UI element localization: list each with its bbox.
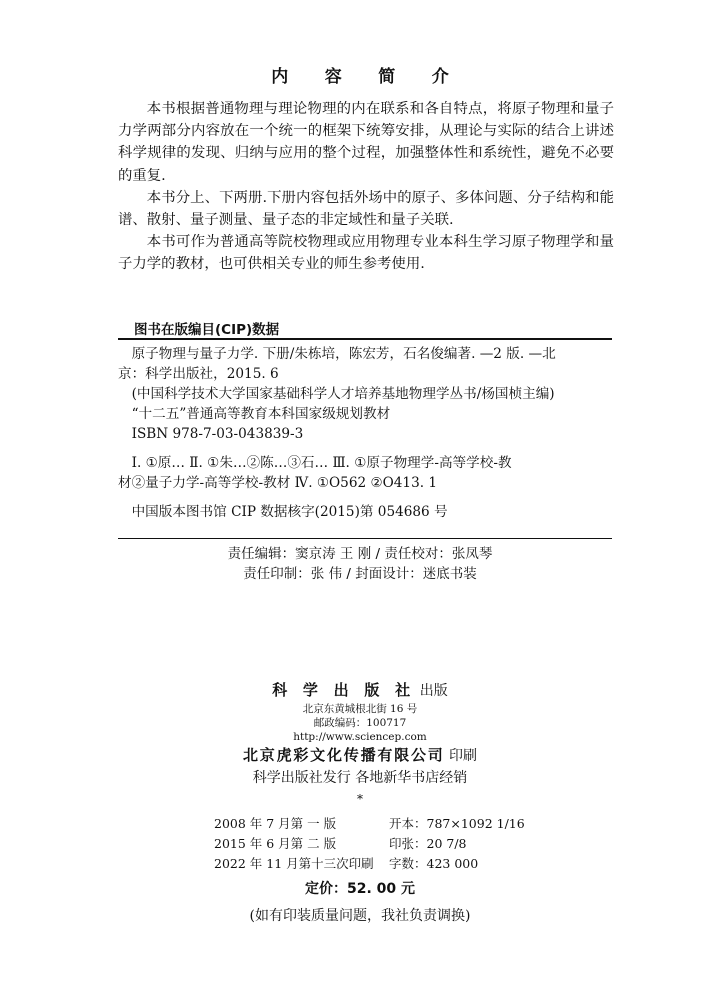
quality-notice: (如有印装质量问题，我社负责调换) xyxy=(249,908,471,924)
publisher-url: http://www.sciencep.com xyxy=(293,731,427,743)
cip-isbn: ISBN 978-7-03-043839-3 xyxy=(131,426,304,442)
edition-info: 2022 年 11 月第十三次印刷 xyxy=(214,856,374,871)
distribution-line: 科学出版社发行 各地新华书店经销 xyxy=(252,770,468,786)
publisher-address: 北京东黄城根北街 16 号 xyxy=(302,703,418,715)
cip-line: “十二五”普通高等教育本科国家级规划教材 xyxy=(131,406,391,422)
intro-paragraph: 本书分上、下两册.下册内容包括外场中的原子、多体问题、分子结构和能谱、散射、量子测量、量子态的非定域性和量子关联. xyxy=(118,189,614,229)
printing-row xyxy=(214,854,554,874)
publisher-suffix: 出版 xyxy=(419,683,448,699)
cip-line: (中国科学技术大学国家基础科学人才培养基地物理学丛书/杨国桢主编) xyxy=(131,386,555,402)
editorial-credits xyxy=(0,544,720,584)
printer-line xyxy=(0,744,720,767)
cip-data-block xyxy=(118,344,612,522)
credits-line: 责任印制：张 伟 / 封面设计：迷底书装 xyxy=(243,566,477,582)
separator-star: * xyxy=(357,792,363,806)
intro-title: 内 容 简 介 xyxy=(271,67,465,87)
printer-name: 北京虎彩文化传播有限公司 xyxy=(242,746,445,764)
credits-line: 责任编辑：窦京涛 王 刚 / 责任校对：张凤琴 xyxy=(227,546,493,562)
printing-row xyxy=(214,834,554,854)
edition-info: 2008 年 7 月第 一 版 xyxy=(214,816,337,831)
printer-suffix: 印刷 xyxy=(449,748,478,764)
spacer xyxy=(118,444,612,453)
publisher-postcode: 邮政编码：100717 xyxy=(313,717,407,729)
intro-paragraph: 本书可作为普通高等院校物理或应用物理专业本科生学习原子物理学和量子力学的教材，也可供相关专业的师生参考使用. xyxy=(118,234,614,273)
cip-line: 京：科学出版社，2015. 6 xyxy=(118,366,279,382)
intro-paragraph: 本书根据普通物理与理论物理的内在联系和各自特点，将原子物理和量子力学两部分内容放在一个统一的框架下统筹安排，从理论与实际的结合上讲述科学规律的发现、归纳与应用的整个过程，加强整体性和系统性，避免不必要的重复. xyxy=(118,101,614,184)
printing-info xyxy=(214,814,554,874)
printing-row xyxy=(214,814,554,834)
publisher-block xyxy=(0,679,720,807)
spacer xyxy=(118,493,612,502)
cip-heading: 图书在版编目(CIP)数据 xyxy=(134,322,280,338)
publisher-name: 科 学 出 版 社 xyxy=(272,681,416,699)
edition-info: 2015 年 6 月第 二 版 xyxy=(214,836,337,851)
intro-text xyxy=(118,98,614,276)
spec-info: 字数：423 000 xyxy=(389,856,479,871)
cip-line: 原子物理与量子力学. 下册/朱栋培，陈宏芳，石名俊编著. —2 版. —北 xyxy=(131,346,556,362)
spec-info: 印张：20 7/8 xyxy=(389,836,467,851)
cip-top-rule xyxy=(118,338,612,340)
cip-record-number: 中国版本图书馆 CIP 数据核字(2015)第 054686 号 xyxy=(131,504,448,520)
cip-bottom-rule xyxy=(118,538,612,539)
spec-info: 开本：787×1092 1/16 xyxy=(389,816,525,831)
publisher-line xyxy=(0,679,720,702)
cip-class-line: Ⅰ. ①原… Ⅱ. ①朱…②陈…③石… Ⅲ. ①原子物理学-高等学校-教 xyxy=(131,455,512,471)
cip-class-line: 材②量子力学-高等学校-教材 Ⅳ. ①O562 ②O413. 1 xyxy=(118,475,438,491)
price: 定价：52. 00 元 xyxy=(304,881,416,897)
